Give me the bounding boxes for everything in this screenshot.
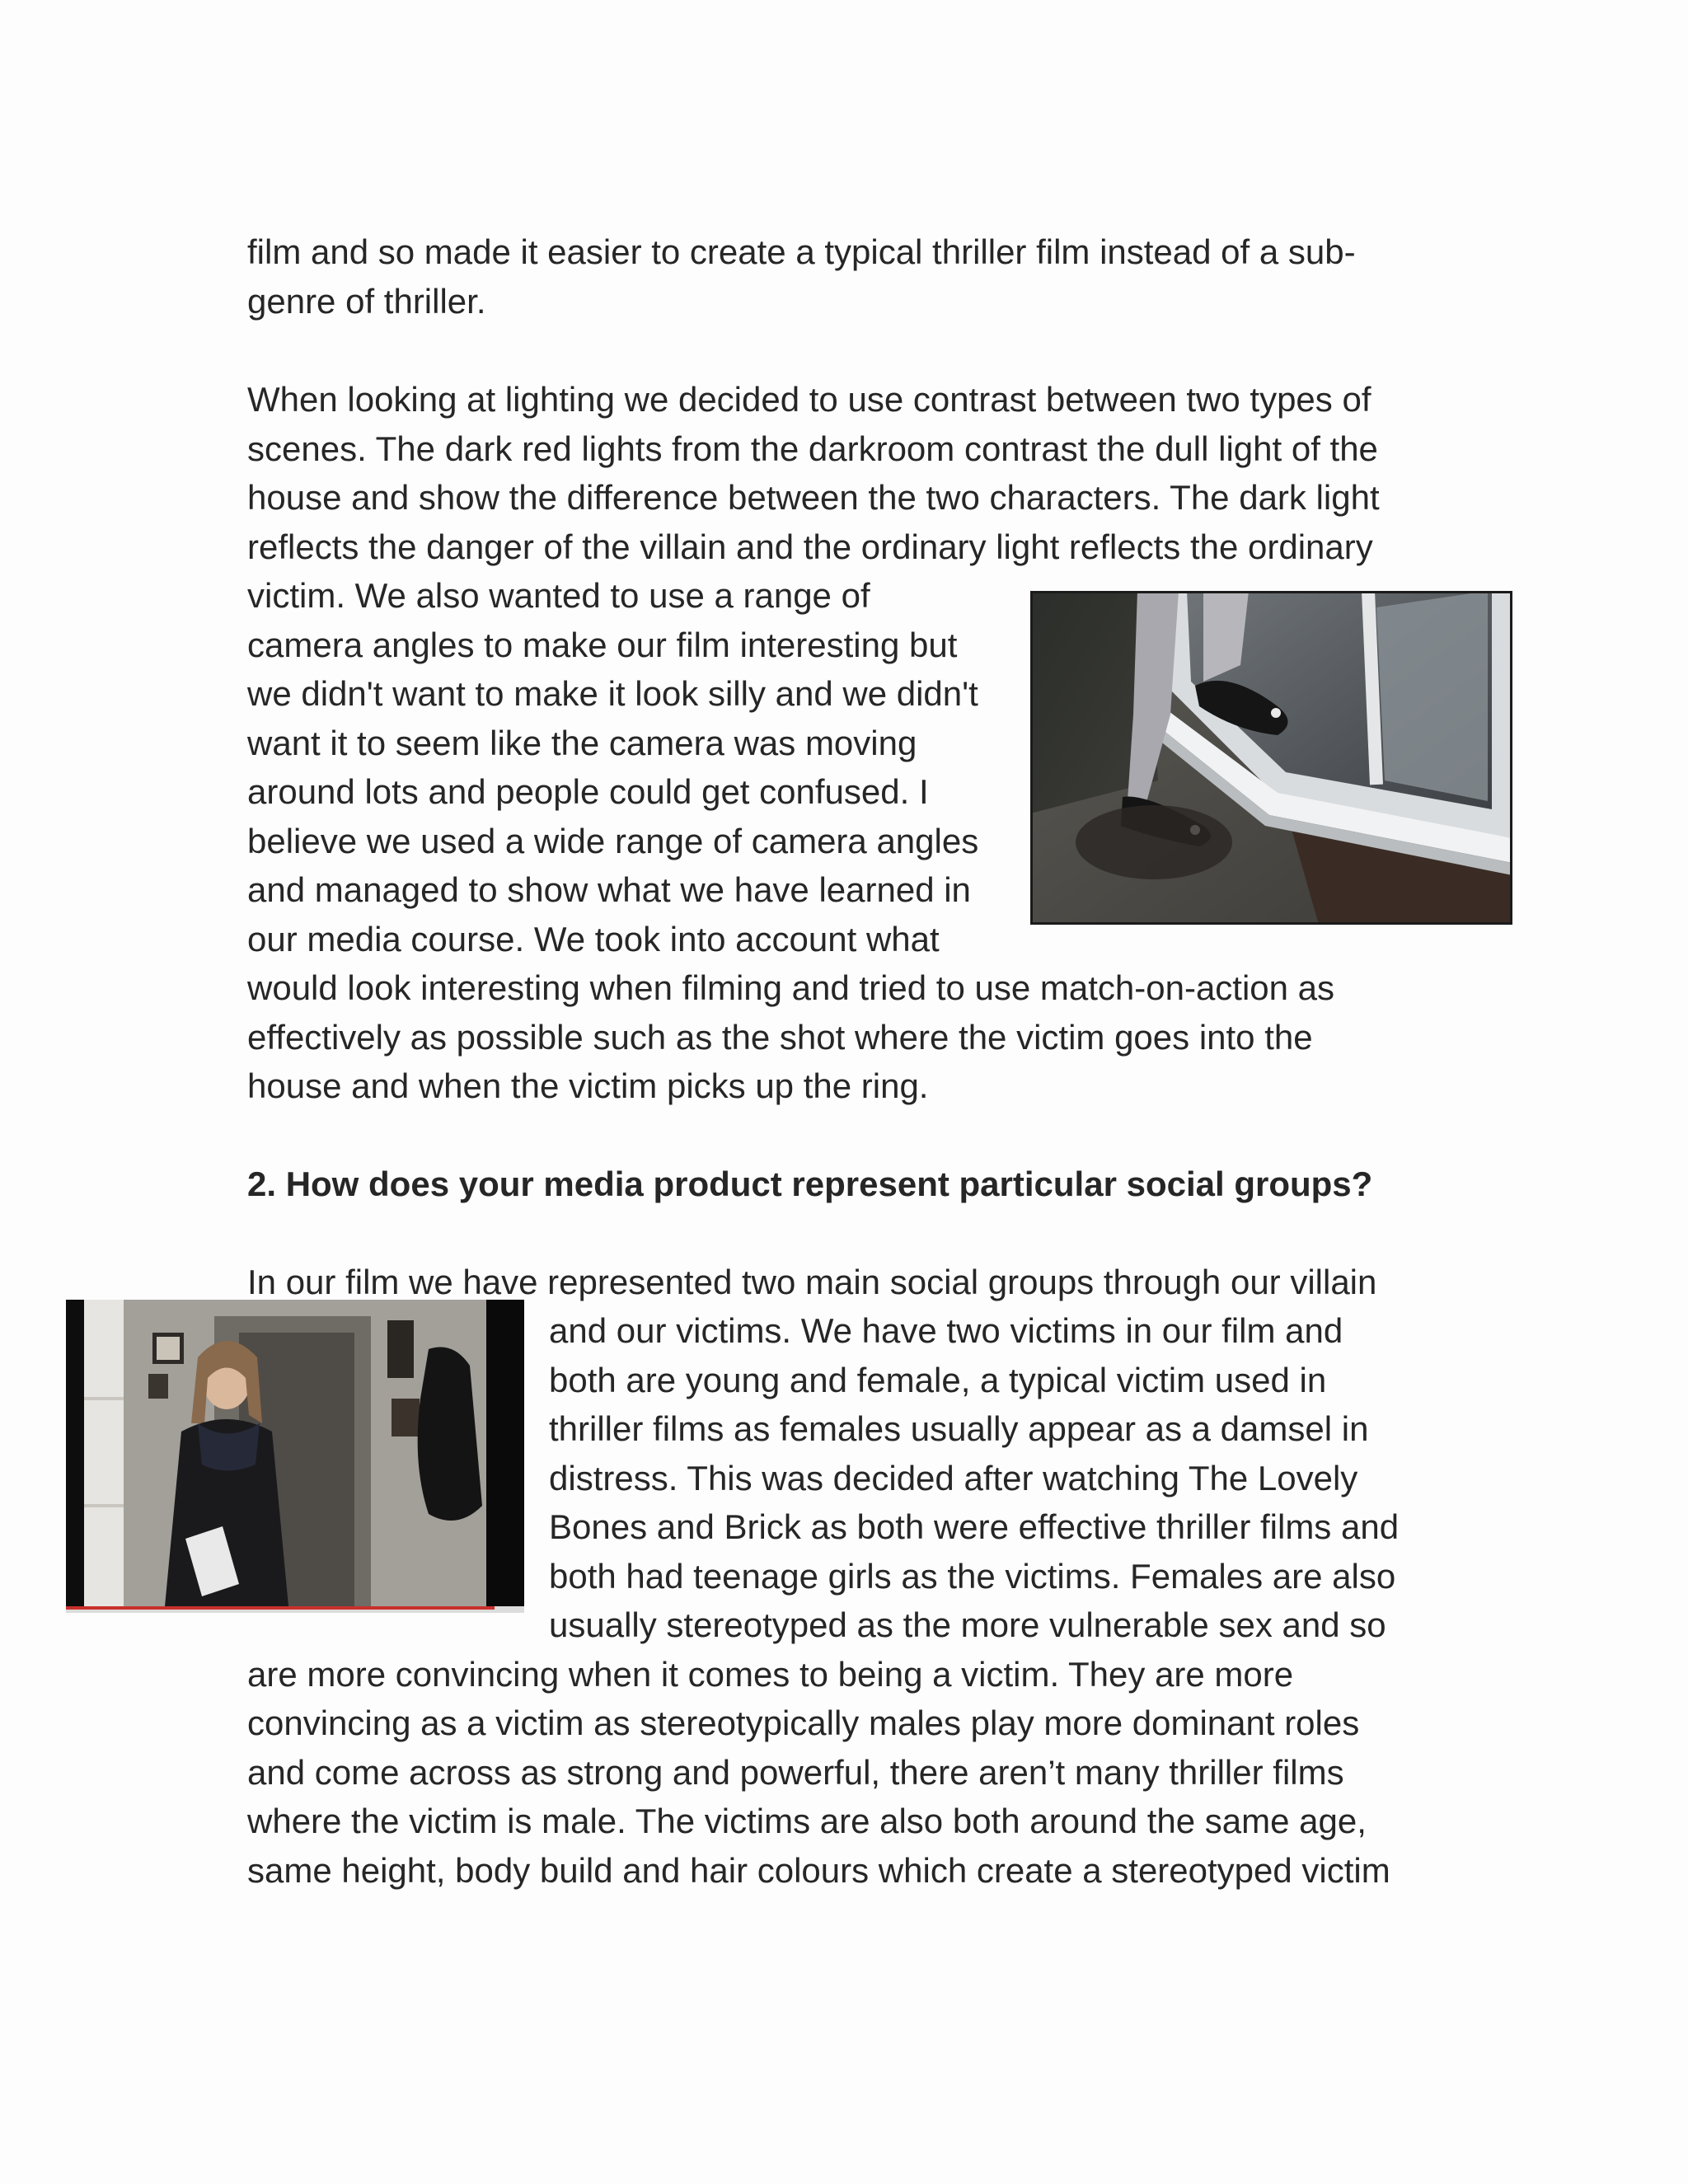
text-line: camera angles to make our film interesting but: [247, 626, 958, 664]
text-line: would look interesting when filming and tried to use match-on-action as: [247, 968, 1335, 1007]
photo-girl-hallway: [66, 1300, 524, 1613]
text-line: are more convincing when it comes to being a victim. They are more: [247, 1655, 1294, 1694]
text-line: In our film we have represented two main social groups through our villain: [247, 1263, 1377, 1301]
text-line: we didn't want to make it look silly and we didn't: [247, 674, 978, 713]
photo-window-step: [1030, 591, 1512, 925]
text-line: where the victim is male. The victims are also both around the same age,: [247, 1802, 1367, 1840]
text-line: reflects the danger of the villain and the ordinary light reflects the ordinary: [247, 527, 1373, 566]
text-line: around lots and people could get confused. I: [247, 772, 929, 811]
text-line: effectively as possible such as the shot where the victim goes into the: [247, 1018, 1313, 1057]
section-heading: 2. How does your media product represent particular social groups?: [247, 1165, 1373, 1203]
text-line: film and so made it easier to create a typical thriller film instead of a sub-: [247, 232, 1356, 271]
text-line: genre of thriller.: [247, 282, 486, 321]
text-line: both had teenage girls as the victims. Females are also: [549, 1557, 1396, 1596]
text-line: and come across as strong and powerful, there aren’t many thriller films: [247, 1753, 1344, 1792]
text-line: same height, body build and hair colours which create a stereotyped victim: [247, 1851, 1390, 1890]
text-line: When looking at lighting we decided to use contrast between two types of: [247, 380, 1372, 419]
text-line: want it to seem like the camera was moving: [247, 724, 917, 762]
text-line: and managed to show what we have learned in: [247, 870, 971, 909]
window-step-image: [1030, 591, 1512, 925]
text-line: believe we used a wide range of camera angles: [247, 822, 979, 860]
text-line: and our victims. We have two victims in our film and: [549, 1311, 1343, 1350]
text-line: thriller films as females usually appear as a damsel in: [549, 1409, 1369, 1448]
text-line: distress. This was decided after watching The Lovely: [549, 1459, 1358, 1497]
text-line: convincing as a victim as stereotypically males play more dominant roles: [247, 1704, 1360, 1742]
text-line: both are young and female, a typical victim used in: [549, 1361, 1327, 1399]
text-line: Bones and Brick as both were effective thriller films and: [549, 1507, 1400, 1546]
girl-hallway-image: [66, 1300, 524, 1613]
text-line: usually stereotyped as the more vulnerable sex and so: [549, 1605, 1386, 1644]
text-line: scenes. The dark red lights from the darkroom contrast the dull light of the: [247, 429, 1378, 468]
text-line: house and when the victim picks up the ring.: [247, 1066, 929, 1105]
text-line: victim. We also wanted to use a range of: [247, 576, 870, 615]
text-line: our media course. We took into account what: [247, 920, 940, 958]
text-line: house and show the difference between the two characters. The dark light: [247, 478, 1380, 517]
